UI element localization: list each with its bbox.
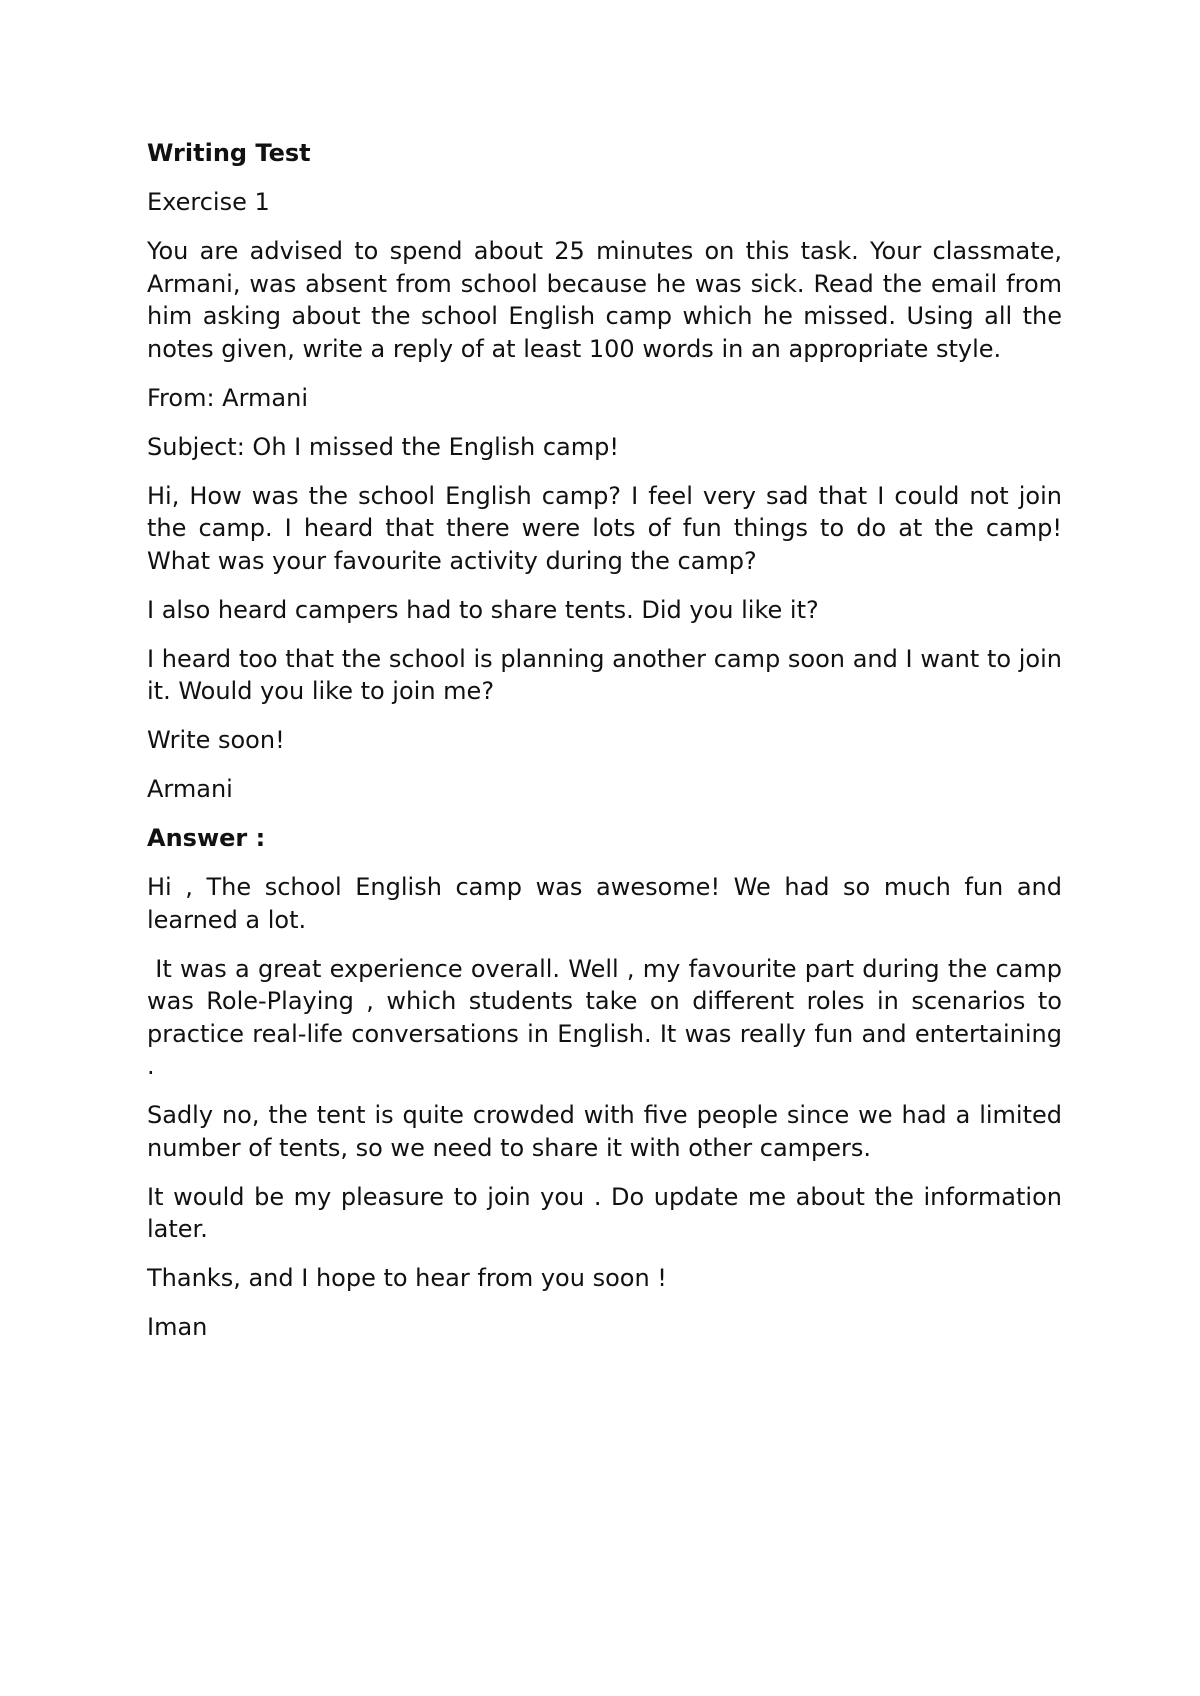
- email-from: From: Armani: [147, 383, 309, 412]
- email-signature: Armani: [147, 775, 233, 803]
- email-closing: Write soon!: [147, 726, 285, 754]
- email-paragraph-3: I heard too that the school is planning another camp soon and I want to join it. Would you like to join me?: [147, 644, 1062, 705]
- answer-paragraph-2: It was a great experience overall. Well , my favourite part during the camp was Role-Playing , which students take on different roles in scenarios to practice real-life conversations in English. It was really fun and entertaining .: [147, 954, 1070, 1080]
- answer-paragraph-3: Sadly no, the tent is quite crowded with five people since we had a limited number of tents, so we need to share it with other campers.: [147, 1101, 1062, 1162]
- answer-closing: Thanks, and I hope to hear from you soon !: [147, 1264, 667, 1292]
- email-paragraph-1: Hi, How was the school English camp? I feel very sad that I could not join the camp. I heard that there were lots of fun things to do at the camp! What was your favourite activity during the camp?: [147, 481, 1062, 575]
- email-paragraph-2: I also heard campers had to share tents. Did you like it?: [147, 595, 819, 624]
- answer-signature: Iman: [147, 1313, 208, 1341]
- answer-heading: Answer :: [147, 824, 266, 852]
- instructions-paragraph: You are advised to spend about 25 minutes on this task. Your classmate, Armani, was absent from school because he was sick. Read the email from him asking about the school English camp which he missed. Using all the notes given, write a reply of at least 100 words in an appropriate style.: [147, 237, 1062, 363]
- document-title: Writing Test: [147, 139, 311, 167]
- answer-paragraph-1: Hi , The school English camp was awesome! We had so much fun and learned a lot.: [147, 873, 1062, 934]
- exercise-label: Exercise 1: [147, 188, 270, 216]
- answer-paragraph-4: It would be my pleasure to join you . Do update me about the information later.: [147, 1182, 1062, 1243]
- document-page: [147, 137, 1070, 1360]
- email-subject: Subject: Oh I missed the English camp!: [147, 432, 619, 461]
